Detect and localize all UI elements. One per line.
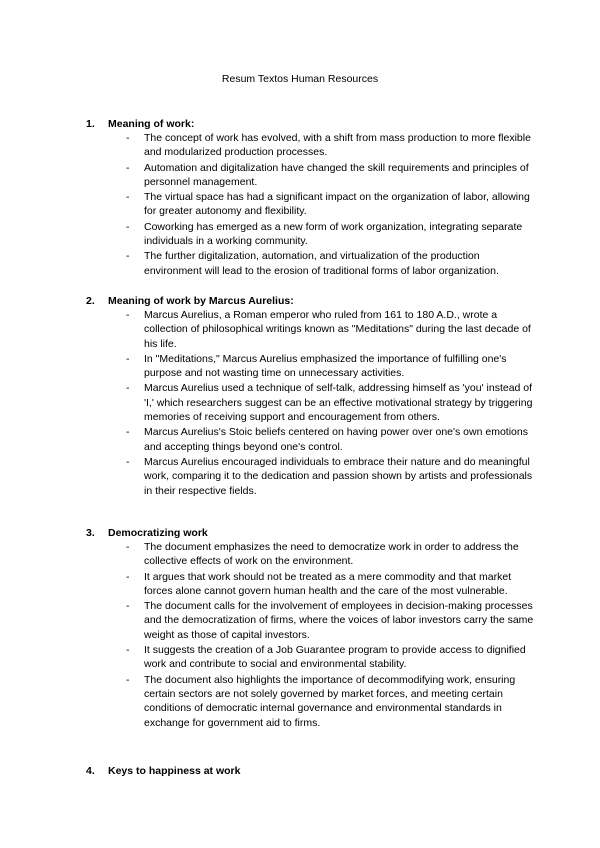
section-number: 3. bbox=[86, 527, 95, 539]
list-item bbox=[86, 599, 536, 642]
bullet-dash: - bbox=[126, 191, 130, 204]
list-item bbox=[86, 540, 536, 569]
list-item-text: Coworking has emerged as a new form of work organization, integrating separate individuals in a working community. bbox=[144, 220, 523, 248]
list-item-text: The document also highlights the importance of decommodifying work, ensuring certain sectors are not solely governed by market forces, and meeting certain conditions of democratic internal governance and environmental standards in exchange for government aid to firms. bbox=[144, 673, 516, 729]
bullet-list bbox=[86, 131, 536, 278]
section-meaning-of-work bbox=[86, 117, 536, 279]
bullet-dash: - bbox=[126, 382, 130, 395]
list-item-text: It argues that work should not be treated as a mere commodity and that market forces alone cannot govern human health and the care of the most vulnerable. bbox=[144, 570, 512, 597]
list-item-text: Automation and digitalization have changed the skill requirements and principles of personnel management. bbox=[144, 161, 529, 188]
bullet-dash: - bbox=[126, 250, 130, 263]
bullet-dash: - bbox=[126, 570, 130, 583]
document-title: Resum Textos Human Resources bbox=[221, 73, 379, 85]
bullet-dash: - bbox=[126, 426, 130, 439]
bullet-dash: - bbox=[126, 220, 130, 233]
bullet-dash: - bbox=[126, 541, 130, 553]
section-number: 4. bbox=[86, 765, 95, 777]
bullet-dash: - bbox=[126, 161, 130, 174]
bullet-dash: - bbox=[126, 600, 130, 613]
list-item bbox=[86, 570, 536, 599]
section-heading bbox=[86, 526, 536, 540]
bullet-dash: - bbox=[126, 673, 130, 686]
section-number: 1. bbox=[86, 118, 95, 130]
section-heading bbox=[86, 117, 536, 131]
section-keys-to-happiness bbox=[86, 764, 536, 778]
bullet-dash: - bbox=[126, 309, 130, 321]
list-item bbox=[86, 220, 536, 249]
list-item bbox=[86, 673, 536, 730]
bullet-dash: - bbox=[126, 455, 130, 468]
list-item bbox=[86, 308, 536, 351]
section-heading bbox=[86, 764, 536, 778]
list-item-text: The document emphasizes the need to democratize work in order to address the collective effects of work on the environment. bbox=[144, 541, 519, 568]
list-item bbox=[86, 190, 536, 219]
section-heading-text: Democratizing work bbox=[108, 527, 208, 539]
list-item bbox=[86, 131, 536, 160]
section-democratizing-work bbox=[86, 526, 536, 731]
list-item bbox=[86, 425, 536, 454]
section-heading-text: Meaning of work by Marcus Aurelius: bbox=[108, 295, 294, 307]
list-item-text: The further digitalization, automation, and virtualization of the production environment will lead to the erosion of traditional forms of labor organization. bbox=[144, 250, 499, 277]
section-heading-text: Keys to happiness at work bbox=[108, 765, 241, 777]
list-item-text: Marcus Aurelius, a Roman emperor who ruled from 161 to 180 A.D., wrote a collection of philosophical writings known as "Meditations" during the last decade of his life. bbox=[144, 309, 531, 350]
list-item-text: Marcus Aurelius encouraged individuals to embrace their nature and do meaningful work, comparing it to the dedication and passion shown by artists and professionals in their respective fields. bbox=[144, 455, 533, 497]
list-item-text: It suggests the creation of a Job Guarantee program to provide access to dignified work and contribute to social and environmental stability. bbox=[144, 644, 526, 671]
bullet-dash: - bbox=[126, 644, 130, 657]
list-item bbox=[86, 161, 536, 190]
list-item bbox=[86, 381, 536, 424]
section-heading-text: Meaning of work: bbox=[108, 118, 195, 130]
list-item bbox=[86, 352, 536, 381]
list-item bbox=[86, 249, 536, 278]
bullet-dash: - bbox=[126, 132, 130, 144]
list-item-text: Marcus Aurelius used a technique of self-talk, addressing himself as 'you' instead of 'I,' which researchers suggest can be an effective motivational strategy by triggering memories of receiving support and encouragement from others. bbox=[144, 382, 533, 424]
section-heading bbox=[86, 294, 536, 308]
bullet-list bbox=[86, 308, 536, 498]
section-number: 2. bbox=[86, 295, 95, 307]
list-item bbox=[86, 455, 536, 498]
section-marcus-aurelius bbox=[86, 294, 536, 499]
list-item-text: The document calls for the involvement of employees in decision-making processes and the democratization of firms, where the voices of labor investors carry the same weight as those of capital investors. bbox=[144, 600, 534, 641]
list-item bbox=[86, 643, 536, 672]
list-item-text: The concept of work has evolved, with a shift from mass production to more flexible and modularized production processes. bbox=[144, 132, 531, 159]
list-item-text: The virtual space has had a significant impact on the organization of labor, allowing for greater autonomy and flexibility. bbox=[144, 191, 530, 218]
list-item-text: In "Meditations," Marcus Aurelius emphasized the importance of fulfilling one's purpose and not wasting time on unnecessary activities. bbox=[144, 352, 507, 380]
bullet-dash: - bbox=[126, 352, 130, 365]
bullet-list bbox=[86, 540, 536, 730]
list-item-text: Marcus Aurelius's Stoic beliefs centered on having power over one's own emotions and accepting things beyond one's control. bbox=[144, 426, 528, 453]
